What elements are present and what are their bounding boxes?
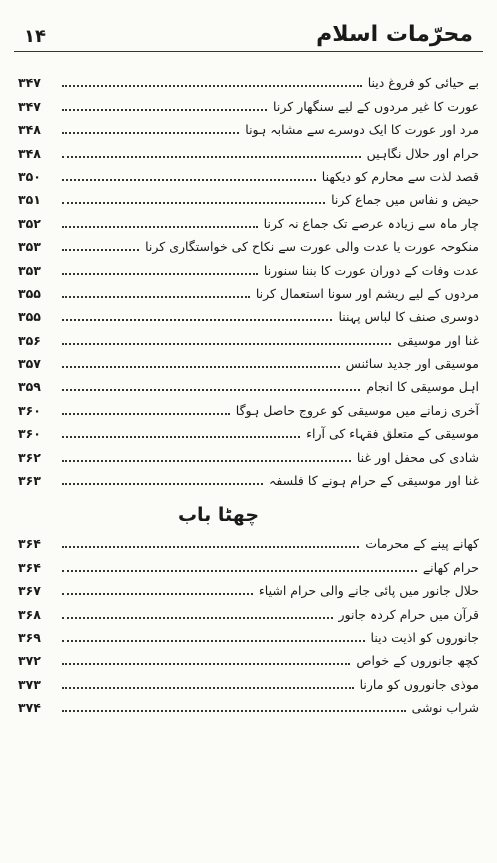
toc-entry-title: حرام اور حلال نگاہیں <box>366 145 479 161</box>
toc-entry-page: ۳۵۰ <box>18 168 41 184</box>
table-of-contents <box>14 70 483 718</box>
toc-entry-title: عورت کا غیر مردوں کے لیے سنگھار کرنا <box>273 98 479 114</box>
toc-entry <box>14 601 483 624</box>
dot-leader <box>62 686 354 689</box>
toc-entry-title: شراب نوشی <box>411 700 479 716</box>
toc-entry-title: قصد لذت سے محارم کو دیکھنا <box>321 168 479 184</box>
toc-entry-title: اہل موسیقی کا انجام <box>366 379 479 395</box>
dot-leader <box>62 435 300 438</box>
toc-entry-page: ۳۶۷ <box>18 583 41 599</box>
dot-leader <box>62 639 365 642</box>
dot-leader <box>62 662 350 665</box>
dot-leader <box>62 388 360 391</box>
dot-leader <box>62 272 258 275</box>
dot-leader <box>62 342 391 345</box>
toc-entry-title: جانوروں کو اذیت دینا <box>370 629 479 645</box>
toc-entry <box>14 397 483 420</box>
chapter-heading: چھٹا باب <box>177 504 260 527</box>
toc-entry-title: کچھ جانوروں کے خواص <box>356 653 479 669</box>
toc-entry-title: حیض و نفاس میں جماع کرنا <box>331 192 479 208</box>
toc-entry-title: غنا اور موسیقی <box>397 332 479 348</box>
toc-entry <box>14 304 483 327</box>
toc-entry-title: موسیقی اور جدید سائنس <box>345 356 479 372</box>
dot-leader <box>62 225 258 228</box>
toc-section-2 <box>14 531 483 718</box>
dot-leader <box>62 616 333 619</box>
toc-entry-title: شادی کی محفل اور غنا <box>356 449 479 465</box>
toc-entry-title: غنا اور موسیقی کے حرام ہونے کا فلسفہ <box>269 473 479 489</box>
toc-entry <box>14 648 483 671</box>
page-header <box>14 0 483 52</box>
toc-entry-title: آخری زمانے میں موسیقی کو عروج حاصل ہوگا <box>235 402 479 418</box>
toc-entry <box>14 117 483 140</box>
toc-entry <box>14 578 483 601</box>
toc-entry <box>14 351 483 374</box>
dot-leader <box>62 365 340 368</box>
dot-leader <box>62 318 332 321</box>
toc-entry-page: ۳۵۱ <box>18 192 41 208</box>
toc-entry-page: ۳۶۴ <box>18 559 41 575</box>
toc-entry-title: بے حیائی کو فروغ دینا <box>367 75 479 91</box>
toc-entry <box>14 531 483 554</box>
toc-entry <box>14 164 483 187</box>
toc-entry-title: مردوں کے لیے ریشم اور سونا استعمال کرنا <box>255 285 479 301</box>
toc-entry <box>14 93 483 116</box>
toc-entry-page: ۳۵۳ <box>18 262 41 278</box>
toc-entry <box>14 468 483 491</box>
toc-entry-page: ۳۵۲ <box>18 215 41 231</box>
toc-entry-title: موذی جانوروں کو مارنا <box>359 676 479 692</box>
toc-entry <box>14 210 483 233</box>
toc-entry-title: عدت وفات کے دوران عورت کا بننا سنورنا <box>263 262 479 278</box>
toc-entry-page: ۳۷۳ <box>18 676 41 692</box>
toc-entry-page: ۳۴۸ <box>18 145 41 161</box>
dot-leader <box>62 108 267 111</box>
toc-entry-page: ۳۶۰ <box>18 402 41 418</box>
toc-entry <box>14 625 483 648</box>
toc-entry-page: ۳۵۳ <box>18 239 41 255</box>
toc-entry <box>14 554 483 577</box>
toc-entry <box>14 695 483 718</box>
toc-entry-title: دوسری صنف کا لباس پہننا <box>338 309 479 325</box>
toc-entry-title: قرآن میں حرام کردہ جانور <box>338 606 479 622</box>
dot-leader <box>62 592 253 595</box>
toc-entry-page: ۳۶۳ <box>18 473 41 489</box>
dot-leader <box>62 412 230 415</box>
toc-entry-title: مرد اور عورت کا ایک دوسرے سے مشابہ ہونا <box>245 122 479 138</box>
toc-entry-title: کھانے پینے کے محرمات <box>365 536 479 552</box>
toc-entry-page: ۳۵۵ <box>18 309 41 325</box>
dot-leader <box>62 84 362 87</box>
dot-leader <box>62 155 361 158</box>
toc-entry-page: ۳۵۷ <box>18 356 41 372</box>
toc-entry <box>14 444 483 467</box>
dot-leader <box>62 201 325 204</box>
toc-entry <box>14 187 483 210</box>
toc-entry-page: ۳۶۴ <box>18 536 41 552</box>
toc-entry-title: چار ماہ سے زیادہ عرصے تک جماع نہ کرنا <box>263 215 479 231</box>
toc-entry-title: حلال جانور میں پائی جانے والی حرام اشیاء <box>258 583 479 599</box>
toc-entry-title: موسیقی کے متعلق فقہاء کی آراء <box>306 426 479 442</box>
toc-entry-page: ۳۵۹ <box>18 379 41 395</box>
toc-entry-page: ۳۴۷ <box>18 98 41 114</box>
toc-entry-page: ۳۶۹ <box>18 629 41 645</box>
toc-entry <box>14 281 483 304</box>
toc-entry-page: ۳۴۷ <box>18 75 41 91</box>
toc-entry <box>14 374 483 397</box>
toc-entry-page: ۳۴۸ <box>18 122 41 138</box>
toc-entry-title: منکوحہ عورت یا عدت والی عورت سے نکاح کی خواستگاری کرنا <box>145 239 479 255</box>
dot-leader <box>62 709 406 712</box>
dot-leader <box>62 545 359 548</box>
toc-entry-page: ۳۵۵ <box>18 285 41 301</box>
dot-leader <box>62 459 351 462</box>
toc-entry-page: ۳۶۲ <box>18 449 41 465</box>
toc-entry <box>14 257 483 280</box>
dot-leader <box>62 569 417 572</box>
dot-leader <box>62 248 139 251</box>
toc-entry <box>14 327 483 350</box>
toc-entry <box>14 421 483 444</box>
dot-leader <box>62 178 316 181</box>
toc-entry-page: ۳۷۴ <box>18 700 41 716</box>
toc-entry-title: حرام کھانے <box>422 559 479 575</box>
dot-leader <box>62 482 263 485</box>
toc-entry <box>14 671 483 694</box>
toc-entry <box>14 234 483 257</box>
toc-entry-page: ۳۶۸ <box>18 606 41 622</box>
toc-entry-page: ۳۷۲ <box>18 653 41 669</box>
toc-entry <box>14 140 483 163</box>
toc-section-1 <box>14 70 483 491</box>
toc-entry <box>14 70 483 93</box>
dot-leader <box>62 131 239 134</box>
page-number: ۱۴ <box>24 26 46 47</box>
book-title: محرّمات اسلام <box>316 22 473 47</box>
toc-entry-page: ۳۵۶ <box>18 332 41 348</box>
toc-entry-page: ۳۶۰ <box>18 426 41 442</box>
dot-leader <box>62 295 250 298</box>
